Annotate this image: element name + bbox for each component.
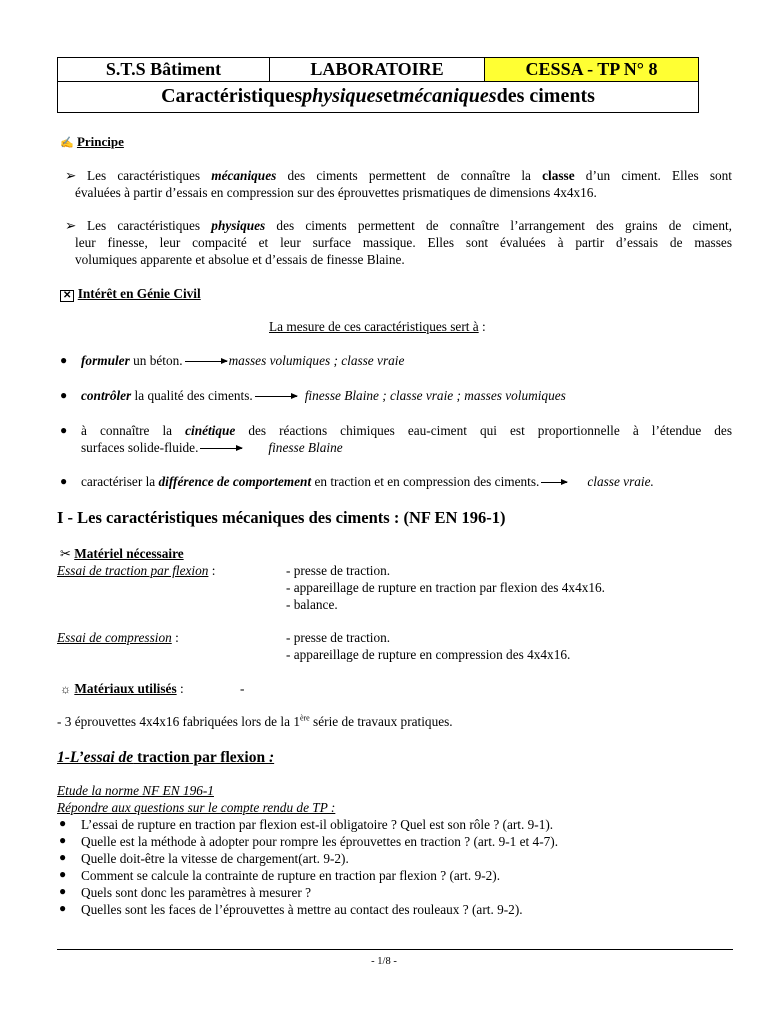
- list-item: ● Comment se calcule la contrainte de rupture en traction par flexion ? (art. 9-2).: [59, 867, 501, 884]
- document-title: [58, 82, 698, 112]
- principe-paragraph-2: Les caractéristiques physiques des ciments permettent de connaître l’arrangement des grains de ciment, leur finesse, leur compacité et leur surface massique. Elles sont évaluées à partir d’essais de masses volumiques apparente et absolue et d’essais de finesse Blaine.: [75, 218, 733, 268]
- list-item: ● Quelle est la méthode à adopter pour rompre les éprouvettes en traction ? (art. 9-1 et 4-7).: [59, 833, 559, 850]
- footer-divider: [57, 949, 733, 950]
- list-item: ● Quelle doit-être la vitesse de chargement(art. 9-2).: [59, 850, 349, 867]
- materiel-heading: [60, 545, 184, 563]
- scissors-icon: ✂: [60, 546, 71, 561]
- list-item: - appareillage de rupture en traction par flexion des 4x4x16.: [286, 580, 606, 596]
- title-part: des ciments: [496, 85, 595, 108]
- writing-hand-icon: ✍: [60, 137, 74, 149]
- principe-paragraph-1: Les caractéristiques mécaniques des ciments permettent de connaître la classe d’un ciment. Elles sont évaluées à partir d’essais en compression sur des éprouvettes prismatiques de dimensions 4x4x16.: [75, 168, 732, 201]
- right-arrow-icon: [255, 396, 297, 397]
- arrow-bullet-icon: ➢: [65, 168, 77, 183]
- interet-heading: [60, 285, 201, 302]
- sun-icon: ☼: [60, 682, 71, 696]
- essai-title: 1-L’essai de traction par flexion :: [57, 749, 275, 766]
- header-lab-cell: LABORATOIRE: [270, 58, 485, 81]
- materiaux-heading-text: Matériaux utilisés: [74, 681, 177, 696]
- interet-intro: La mesure de ces caractéristiques sert à :: [269, 319, 486, 334]
- interet-bullet-3: à connaître la cinétique des réactions chimiques eau-ciment qui est proportionnelle à l’étendue des surfaces solide-fluide. finesse Blaine: [81, 423, 732, 456]
- bullet-dot: ●: [60, 353, 68, 367]
- title-part-italic: mécaniques: [398, 85, 497, 108]
- compression-label: Essai de compression :: [57, 630, 179, 645]
- header-tp-cell: CESSA - TP N° 8: [485, 58, 698, 81]
- title-part: Caractéristiques: [161, 85, 303, 108]
- eprouvettes-line: - 3 éprouvettes 4x4x16 fabriquées lors de la 1ère série de travaux pratiques.: [57, 713, 453, 729]
- list-item: - balance.: [286, 597, 338, 613]
- list-item: - presse de traction.: [286, 630, 391, 645]
- questions-list: [57, 816, 558, 918]
- bullet-dot: ●: [60, 474, 68, 488]
- repondre-line: Répondre aux questions sur le compte rendu de TP :: [57, 800, 336, 815]
- list-item: ● Quels sont donc les paramètres à mesurer ?: [59, 884, 312, 901]
- arrow-bullet-icon: ➢: [65, 218, 77, 233]
- header-school-cell: S.T.S Bâtiment: [58, 58, 270, 81]
- bullet-dot: ●: [60, 388, 68, 402]
- materiaux-heading: ☼ Matériaux utilisés :: [60, 681, 184, 696]
- interet-bullet-1: formuler un béton. masses volumiques ; classe vraie: [81, 353, 405, 368]
- interet-bullet-4: caractériser la différence de comportement en traction et en compression des ciments. classe vraie.: [81, 474, 654, 489]
- list-item: - appareillage de rupture en compression des 4x4x16.: [286, 647, 571, 663]
- list-item: ● L’essai de rupture en traction par flexion est-il obligatoire ? Quel est son rôle ? (art. 9-1).: [59, 816, 554, 832]
- right-arrow-icon: [200, 448, 242, 449]
- compression-items: [286, 629, 570, 663]
- header-table: [57, 57, 699, 113]
- section-1-title: I - Les caractéristiques mécaniques des ciments : (NF EN 196-1): [57, 508, 506, 527]
- interet-heading-text: Intérêt en Génie Civil: [77, 286, 201, 301]
- right-arrow-icon: [541, 482, 567, 483]
- right-arrow-icon: [185, 361, 227, 362]
- materiel-heading-text: Matériel nécessaire: [74, 546, 184, 561]
- principe-heading-text: Principe: [76, 134, 124, 149]
- materiaux-dash: -: [240, 681, 245, 696]
- title-part: et: [383, 85, 399, 108]
- list-item: - presse de traction.: [286, 563, 391, 578]
- interet-bullet-2: contrôler la qualité des ciments. finesse Blaine ; classe vraie ; masses volumiques: [81, 388, 566, 403]
- traction-items: [286, 562, 605, 613]
- etude-line: Etude la norme NF EN 196-1: [57, 783, 214, 798]
- title-part-italic: physiques: [302, 85, 384, 108]
- list-item: ● Quelles sont les faces de l’éprouvettes à mettre au contact des rouleaux ? (art. 9-2).: [59, 901, 523, 918]
- bullet-dot: ●: [60, 423, 68, 437]
- boxed-x-icon: ✕: [60, 290, 74, 302]
- principe-heading: [60, 134, 124, 151]
- page-number: - 1/8 -: [371, 956, 397, 967]
- traction-label: Essai de traction par flexion :: [57, 563, 216, 578]
